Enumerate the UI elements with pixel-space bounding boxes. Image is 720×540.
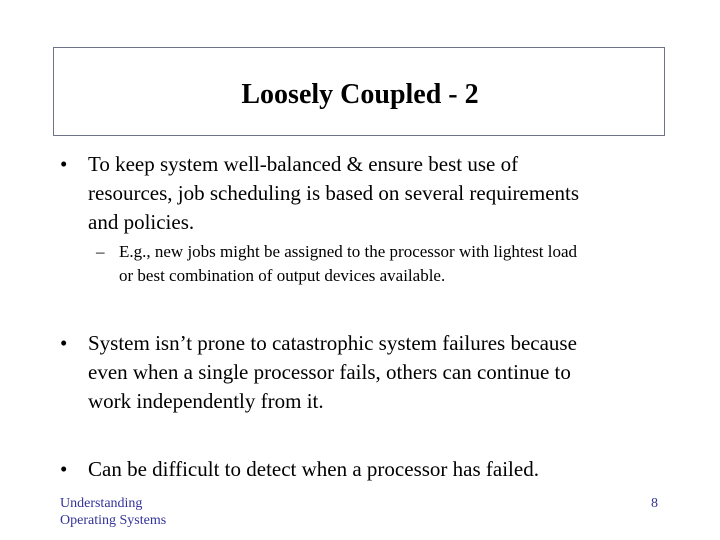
bullet-marker: • xyxy=(60,457,68,481)
sub-bullet-marker: – xyxy=(96,242,105,261)
bullet-line: work independently from it. xyxy=(88,389,324,413)
slide-title: Loosely Coupled - 2 xyxy=(241,79,479,110)
bullet-text xyxy=(88,150,579,237)
bullet-line: and policies. xyxy=(88,210,195,234)
bullet-marker: • xyxy=(60,331,68,355)
footer-line: Operating Systems xyxy=(60,513,167,528)
bullet-line: To keep system well-balanced & ensure best use of xyxy=(88,152,519,176)
bullet-marker: • xyxy=(60,152,68,176)
bullet-text xyxy=(88,329,577,416)
bullet-line: System isn’t prone to catastrophic system failures because xyxy=(88,331,577,355)
footer-course-title xyxy=(60,495,166,529)
bullet-line: even when a single processor fails, others can continue to xyxy=(88,360,571,384)
sub-bullet-line: E.g., new jobs might be assigned to the processor with lightest load xyxy=(119,242,577,261)
bullet-line: resources, job scheduling is based on several requirements xyxy=(88,181,580,205)
sub-bullet-text xyxy=(119,240,577,288)
bullet-line: Can be difficult to detect when a processor has failed. xyxy=(88,457,539,481)
sub-bullet-line: or best combination of output devices available. xyxy=(119,266,446,285)
footer-line: Understanding xyxy=(60,496,143,511)
bullet-text xyxy=(88,455,539,484)
page-number: 8 xyxy=(651,496,658,511)
